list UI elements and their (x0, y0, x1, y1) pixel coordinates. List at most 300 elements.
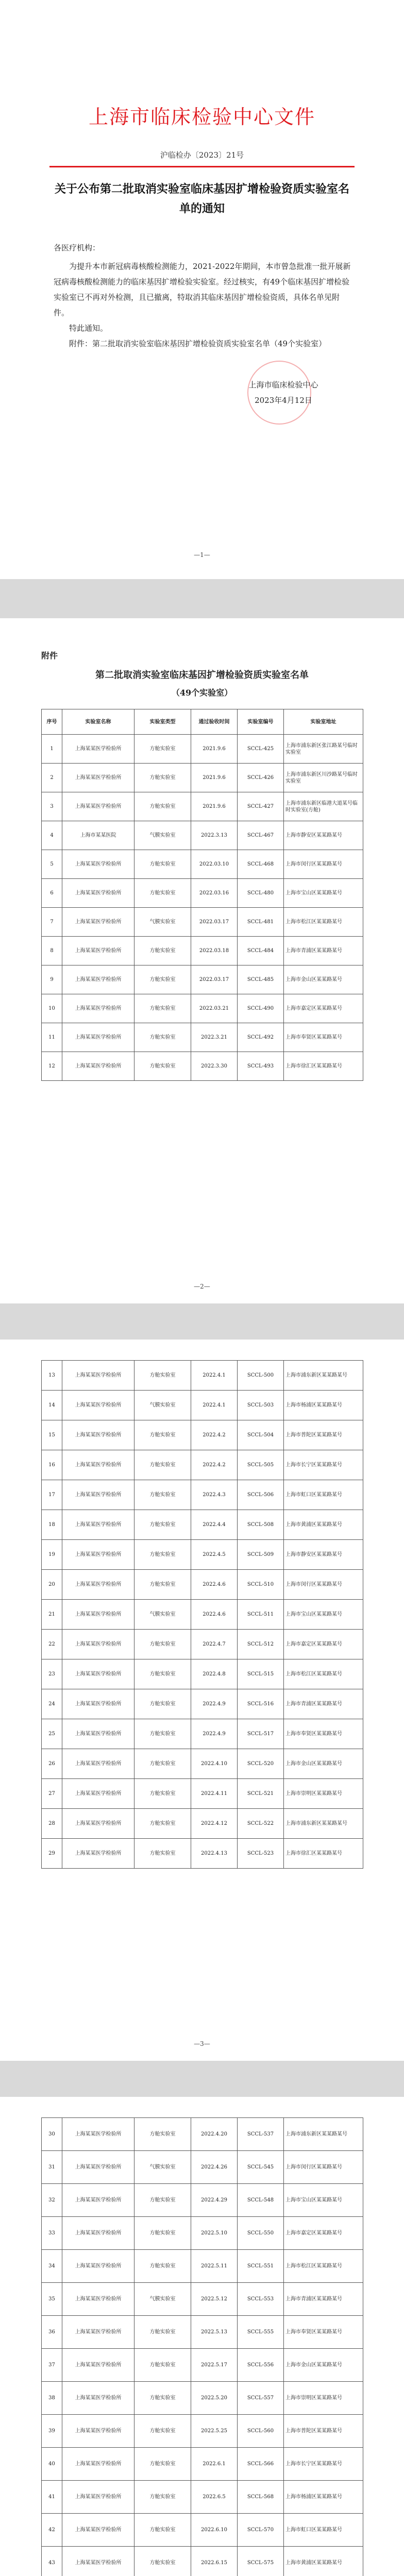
cell-accept-date: 2022.4.9 (191, 1689, 238, 1719)
cell-lab-type: 气膜实验室 (134, 1391, 191, 1420)
cell-lab-type: 方舱实验室 (134, 2448, 191, 2481)
cell-lab-name: 上海某某医学检验所 (62, 2415, 134, 2448)
cell-accept-date: 2022.5.12 (191, 2283, 238, 2316)
notice-title: 关于公布第二批取消实验室临床基因扩增检验资质实验室名单的通知 (54, 182, 349, 215)
cell-lab-type: 方舱实验室 (134, 2481, 191, 2514)
table-row (42, 1391, 363, 1420)
cell-lab-code: SCCL-500 (238, 1361, 284, 1391)
cell-accept-date: 2022.4.20 (191, 2118, 238, 2151)
table-row (42, 1749, 363, 1779)
cell-index: 8 (42, 937, 62, 965)
cell-lab-code: SCCL-570 (238, 2514, 284, 2547)
cell-lab-type: 方舱实验室 (134, 1510, 191, 1540)
cell-lab-code: SCCL-485 (238, 965, 284, 994)
cell-address: 上海市普陀区某某路某号 (284, 2415, 363, 2448)
table-row (42, 1540, 363, 1570)
cell-accept-date: 2022.03.18 (191, 937, 238, 965)
cell-index: 5 (42, 850, 62, 879)
table-row (42, 1570, 363, 1600)
cell-lab-code: SCCL-523 (238, 1839, 284, 1869)
cell-address: 上海市宝山区某某路某号 (284, 2184, 363, 2217)
col-header: 实验室类型 (134, 709, 191, 735)
cell-accept-date: 2022.5.20 (191, 2382, 238, 2415)
cell-lab-type: 方舱实验室 (134, 2184, 191, 2217)
cell-lab-name: 上海某某医学检验所 (62, 1510, 134, 1540)
table-row (42, 1023, 363, 1052)
document-number: 沪临检办〔2023〕21号 (160, 150, 244, 160)
signer: 上海市临床检验中心 (248, 380, 318, 389)
cell-index: 30 (42, 2118, 62, 2151)
table-row (42, 735, 363, 764)
paragraph: 特此通知。 (69, 324, 108, 333)
cell-accept-date: 2022.4.12 (191, 1809, 238, 1839)
cell-lab-code: SCCL-484 (238, 937, 284, 965)
cell-address: 上海市杨浦区某某路某号 (284, 2481, 363, 2514)
cell-accept-date: 2022.3.30 (191, 1052, 238, 1081)
cell-lab-type: 方舱实验室 (134, 2316, 191, 2349)
cell-accept-date: 2022.5.11 (191, 2250, 238, 2283)
cell-lab-type: 方舱实验室 (134, 879, 191, 908)
cell-lab-type: 气膜实验室 (134, 2283, 191, 2316)
cell-index: 2 (42, 764, 62, 792)
cell-lab-name: 上海某某医学检验所 (62, 2283, 134, 2316)
cell-lab-name: 上海某某医学检验所 (62, 937, 134, 965)
cell-index: 13 (42, 1361, 62, 1391)
cell-address: 上海市徐汇区某某路某号 (284, 1052, 363, 1081)
cell-lab-code: SCCL-537 (238, 2118, 284, 2151)
page-gap (0, 2061, 404, 2097)
table-row (42, 1361, 363, 1391)
cell-index: 3 (42, 792, 62, 821)
cell-lab-code: SCCL-545 (238, 2151, 284, 2184)
cell-lab-code: SCCL-509 (238, 1540, 284, 1570)
cell-address: 上海市金山区某某路某号 (284, 1749, 363, 1779)
cell-address: 上海市嘉定区某某路某号 (284, 1630, 363, 1659)
cell-accept-date: 2022.4.2 (191, 1420, 238, 1450)
cell-index: 43 (42, 2547, 62, 2576)
cell-lab-type: 方舱实验室 (134, 1779, 191, 1809)
cell-lab-type: 方舱实验室 (134, 2349, 191, 2382)
cell-index: 41 (42, 2481, 62, 2514)
cell-index: 9 (42, 965, 62, 994)
cell-address: 上海市虹口区某某路某号 (284, 2514, 363, 2547)
cell-lab-type: 方舱实验室 (134, 2547, 191, 2576)
cell-accept-date: 2022.03.17 (191, 908, 238, 937)
cell-lab-code: SCCL-553 (238, 2283, 284, 2316)
cell-accept-date: 2022.5.25 (191, 2415, 238, 2448)
table-row (42, 2151, 363, 2184)
cell-lab-name: 上海某某医学检验所 (62, 908, 134, 937)
notice-body (54, 259, 352, 351)
cell-address: 上海市崇明区某某路某号 (284, 1779, 363, 1809)
cell-lab-code: SCCL-556 (238, 2349, 284, 2382)
cell-lab-code: SCCL-427 (238, 792, 284, 821)
cell-index: 31 (42, 2151, 62, 2184)
cell-lab-type: 方舱实验室 (134, 2514, 191, 2547)
cell-accept-date: 2022.6.15 (191, 2547, 238, 2576)
cell-lab-code: SCCL-503 (238, 1391, 284, 1420)
cell-lab-name: 上海某某医学检验所 (62, 2316, 134, 2349)
cell-index: 17 (42, 1480, 62, 1510)
cell-lab-code: SCCL-510 (238, 1570, 284, 1600)
cell-accept-date: 2021.9.6 (191, 735, 238, 764)
cell-lab-name: 上海某某医学检验所 (62, 2349, 134, 2382)
cell-index: 36 (42, 2316, 62, 2349)
cell-lab-type: 方舱实验室 (134, 2250, 191, 2283)
table-row (42, 2250, 363, 2283)
table-row (42, 1510, 363, 1540)
cell-accept-date: 2022.5.13 (191, 2316, 238, 2349)
cell-accept-date: 2021.9.6 (191, 764, 238, 792)
cell-lab-name: 上海某某医学检验所 (62, 2184, 134, 2217)
cell-lab-code: SCCL-568 (238, 2481, 284, 2514)
cell-lab-name: 上海某某医学检验所 (62, 1540, 134, 1570)
cell-address: 上海市浦东新区某某路某号 (284, 1361, 363, 1391)
cell-address: 上海市宝山区某某路某号 (284, 1600, 363, 1630)
cell-lab-name: 上海某某医学检验所 (62, 1809, 134, 1839)
cell-lab-type: 方舱实验室 (134, 1809, 191, 1839)
table-row (42, 965, 363, 994)
cell-lab-code: SCCL-493 (238, 1052, 284, 1081)
attachment-label: 附件 (41, 651, 58, 660)
table-row (42, 792, 363, 821)
cell-lab-code: SCCL-517 (238, 1719, 284, 1749)
cell-lab-code: SCCL-560 (238, 2415, 284, 2448)
cell-index: 4 (42, 821, 62, 850)
col-header: 序号 (42, 709, 62, 735)
cell-index: 38 (42, 2382, 62, 2415)
cell-accept-date: 2022.5.17 (191, 2349, 238, 2382)
cell-accept-date: 2022.4.1 (191, 1391, 238, 1420)
table-row (42, 1600, 363, 1630)
cell-lab-name: 上海某某医学检验所 (62, 1779, 134, 1809)
cell-accept-date: 2022.03.16 (191, 879, 238, 908)
table-row (42, 2316, 363, 2349)
col-header: 实验室编号 (238, 709, 284, 735)
cell-address: 上海市青浦区某某路某号 (284, 2283, 363, 2316)
cell-lab-type: 气膜实验室 (134, 908, 191, 937)
table-row (42, 1659, 363, 1689)
cell-index: 29 (42, 1839, 62, 1869)
cell-lab-code: SCCL-551 (238, 2250, 284, 2283)
cell-lab-type: 方舱实验室 (134, 1659, 191, 1689)
cell-lab-type: 方舱实验室 (134, 1749, 191, 1779)
table-row (42, 2481, 363, 2514)
cell-accept-date: 2022.4.1 (191, 1361, 238, 1391)
table-row (42, 2118, 363, 2151)
cell-address: 上海市嘉定区某某路某号 (284, 994, 363, 1023)
cell-index: 34 (42, 2250, 62, 2283)
cell-index: 26 (42, 1749, 62, 1779)
page-number: —2— (194, 1283, 210, 1290)
table-row (42, 1809, 363, 1839)
cell-accept-date: 2022.03.17 (191, 965, 238, 994)
cell-lab-name: 上海某某医学检验所 (62, 1570, 134, 1600)
cell-accept-date: 2022.4.29 (191, 2184, 238, 2217)
cell-index: 27 (42, 1779, 62, 1809)
cell-lab-name: 上海某某医学检验所 (62, 2448, 134, 2481)
cell-lab-name: 上海某某医学检验所 (62, 2382, 134, 2415)
cell-index: 22 (42, 1630, 62, 1659)
cell-address: 上海市青浦区某某路某号 (284, 937, 363, 965)
cell-index: 12 (42, 1052, 62, 1081)
cell-index: 7 (42, 908, 62, 937)
cell-accept-date: 2022.4.8 (191, 1659, 238, 1689)
lab-table (41, 709, 363, 1081)
cell-address: 上海市浦东新区某某路某号 (284, 1809, 363, 1839)
cell-lab-name: 上海某某医学检验所 (62, 2547, 134, 2576)
table-row (42, 2448, 363, 2481)
cell-lab-name: 上海某某医学检验所 (62, 1630, 134, 1659)
cell-lab-name: 上海某某医学检验所 (62, 735, 134, 764)
cell-index: 42 (42, 2514, 62, 2547)
page-number: —3— (194, 2040, 210, 2047)
cell-lab-type: 气膜实验室 (134, 2151, 191, 2184)
cell-accept-date: 2022.03.10 (191, 850, 238, 879)
cell-lab-code: SCCL-467 (238, 821, 284, 850)
cell-lab-type: 方舱实验室 (134, 1361, 191, 1391)
table-row (42, 1779, 363, 1809)
cell-lab-name: 上海某某医学检验所 (62, 994, 134, 1023)
attachment-title: 第二批取消实验室临床基因扩增检验资质实验室名单 (95, 670, 309, 681)
cell-address: 上海市闵行区某某路某号 (284, 1570, 363, 1600)
cell-lab-name: 上海某某医学检验所 (62, 764, 134, 792)
cell-lab-code: SCCL-515 (238, 1659, 284, 1689)
cell-lab-name: 上海某某医学检验所 (62, 2217, 134, 2250)
cell-lab-type: 方舱实验室 (134, 1450, 191, 1480)
page-1 (0, 0, 404, 579)
col-header: 实验室地址 (284, 709, 363, 735)
cell-lab-code: SCCL-566 (238, 2448, 284, 2481)
cell-index: 28 (42, 1809, 62, 1839)
cell-lab-type: 方舱实验室 (134, 965, 191, 994)
cell-lab-code: SCCL-550 (238, 2217, 284, 2250)
cell-accept-date: 2022.03.21 (191, 994, 238, 1023)
cell-lab-name: 上海某某医学检验所 (62, 792, 134, 821)
cell-accept-date: 2022.4.10 (191, 1749, 238, 1779)
cell-lab-name: 上海某某医学检验所 (62, 2151, 134, 2184)
cell-accept-date: 2022.4.7 (191, 1630, 238, 1659)
page-4 (0, 2097, 404, 2576)
cell-accept-date: 2022.4.9 (191, 1719, 238, 1749)
col-header: 实验室名称 (62, 709, 134, 735)
cell-lab-code: SCCL-516 (238, 1689, 284, 1719)
cell-address: 上海市浦东新区某某路某号 (284, 2118, 363, 2151)
cell-lab-code: SCCL-506 (238, 1480, 284, 1510)
cell-accept-date: 2022.4.2 (191, 1450, 238, 1480)
cell-accept-date: 2022.6.10 (191, 2514, 238, 2547)
cell-lab-type: 方舱实验室 (134, 2118, 191, 2151)
issue-date: 2023年4月12日 (255, 396, 312, 405)
page-number: —1— (194, 551, 210, 558)
cell-lab-type: 方舱实验室 (134, 1570, 191, 1600)
cell-index: 21 (42, 1600, 62, 1630)
cell-address: 上海市宝山区某某路某号 (284, 879, 363, 908)
cell-lab-code: SCCL-511 (238, 1600, 284, 1630)
cell-lab-name: 上海某某医学检验所 (62, 1420, 134, 1450)
cell-accept-date: 2022.4.5 (191, 1540, 238, 1570)
cell-lab-code: SCCL-505 (238, 1450, 284, 1480)
cell-accept-date: 2022.4.26 (191, 2151, 238, 2184)
cell-index: 16 (42, 1450, 62, 1480)
paragraph: 为提升本市新冠病毒核酸检测能力，2021-2022年期间，本市曾急批准一批开展新冠病毒核酸检测能力的临床基因扩增检验实验室。经过核实，有49个临床基因扩增检验实验室已不再对外检测，且已撤离，特取消其临床基因扩增检验资质，具体名单见附件。 (54, 262, 351, 317)
cell-accept-date: 2022.6.5 (191, 2481, 238, 2514)
cell-lab-type: 方舱实验室 (134, 1420, 191, 1450)
table-row (42, 2514, 363, 2547)
cell-index: 23 (42, 1659, 62, 1689)
table-row (42, 879, 363, 908)
cell-address: 上海市松江区某某路某号 (284, 908, 363, 937)
cell-index: 20 (42, 1570, 62, 1600)
cell-lab-type: 方舱实验室 (134, 1839, 191, 1869)
cell-address: 上海市奉贤区某某路某号 (284, 2316, 363, 2349)
col-header: 通过验收时间 (191, 709, 238, 735)
cell-index: 10 (42, 994, 62, 1023)
page-gap (0, 1303, 404, 1340)
cell-lab-name: 上海某某医学检验所 (62, 1719, 134, 1749)
cell-lab-code: SCCL-492 (238, 1023, 284, 1052)
cell-lab-type: 方舱实验室 (134, 1023, 191, 1052)
cell-address: 上海市金山区某某路某号 (284, 2349, 363, 2382)
cell-lab-code: SCCL-426 (238, 764, 284, 792)
cell-lab-type: 方舱实验室 (134, 2382, 191, 2415)
table-row (42, 1630, 363, 1659)
cell-index: 15 (42, 1420, 62, 1450)
cell-lab-type: 方舱实验室 (134, 937, 191, 965)
cell-index: 24 (42, 1689, 62, 1719)
cell-lab-name: 上海某某医学检验所 (62, 1023, 134, 1052)
cell-lab-code: SCCL-521 (238, 1779, 284, 1809)
cell-lab-type: 方舱实验室 (134, 994, 191, 1023)
cell-lab-name: 上海某某医学检验所 (62, 1361, 134, 1391)
cell-lab-type: 方舱实验室 (134, 735, 191, 764)
table-row (42, 2217, 363, 2250)
cell-lab-type: 方舱实验室 (134, 1630, 191, 1659)
cell-lab-name: 上海某某医学检验所 (62, 1659, 134, 1689)
cell-lab-type: 方舱实验室 (134, 2415, 191, 2448)
table-row (42, 2349, 363, 2382)
cell-lab-type: 气膜实验室 (134, 821, 191, 850)
cell-lab-type: 方舱实验室 (134, 1540, 191, 1570)
cell-accept-date: 2022.4.13 (191, 1839, 238, 1869)
cell-accept-date: 2022.3.21 (191, 1023, 238, 1052)
cell-lab-code: SCCL-522 (238, 1809, 284, 1839)
cell-lab-name: 上海某某医学检验所 (62, 2250, 134, 2283)
table-row (42, 1450, 363, 1480)
cell-address: 上海市普陀区某某路某号 (284, 1420, 363, 1450)
cell-lab-type: 方舱实验室 (134, 764, 191, 792)
cell-lab-name: 上海某某医学检验所 (62, 2514, 134, 2547)
cell-lab-type: 方舱实验室 (134, 1480, 191, 1510)
cell-address: 上海市金山区某某路某号 (284, 965, 363, 994)
cell-accept-date: 2022.3.13 (191, 821, 238, 850)
cell-address: 上海市闵行区某某路某号 (284, 2151, 363, 2184)
page-3 (0, 1340, 404, 2061)
cell-lab-name: 上海某某医学检验所 (62, 1749, 134, 1779)
cell-address: 上海市奉贤区某某路某号 (284, 1023, 363, 1052)
cell-lab-code: SCCL-520 (238, 1749, 284, 1779)
table-row (42, 2382, 363, 2415)
cell-index: 37 (42, 2349, 62, 2382)
cell-accept-date: 2022.5.10 (191, 2217, 238, 2250)
cell-index: 33 (42, 2217, 62, 2250)
cell-address: 上海市松江区某某路某号 (284, 2250, 363, 2283)
table-row (42, 937, 363, 965)
cell-lab-name: 上海某某医学检验所 (62, 1689, 134, 1719)
cell-index: 1 (42, 735, 62, 764)
cell-lab-name: 上海某某医学检验所 (62, 1450, 134, 1480)
cell-lab-type: 方舱实验室 (134, 850, 191, 879)
table-row (42, 1480, 363, 1510)
cell-lab-name: 上海市某某医院 (62, 821, 134, 850)
cell-index: 11 (42, 1023, 62, 1052)
cell-address: 上海市青浦区某某路某号 (284, 1689, 363, 1719)
table-row (42, 1839, 363, 1869)
cell-address: 上海市黄浦区某某路某号 (284, 2547, 363, 2576)
cell-address: 上海市徐汇区某某路某号 (284, 1839, 363, 1869)
attachment-note: 附件：第二批取消实验室临床基因扩增检验资质实验室名单（49个实验室） (69, 339, 327, 348)
cell-lab-name: 上海某某医学检验所 (62, 1480, 134, 1510)
table-row (42, 2547, 363, 2576)
cell-lab-name: 上海某某医学检验所 (62, 850, 134, 879)
cell-lab-name: 上海某某医学检验所 (62, 879, 134, 908)
cell-index: 19 (42, 1540, 62, 1570)
cell-index: 39 (42, 2415, 62, 2448)
cell-address: 上海市嘉定区某某路某号 (284, 2217, 363, 2250)
cell-lab-type: 方舱实验室 (134, 1052, 191, 1081)
table-row (42, 1689, 363, 1719)
table-row (42, 2415, 363, 2448)
table-row (42, 994, 363, 1023)
cell-lab-code: SCCL-508 (238, 1510, 284, 1540)
table-row (42, 2184, 363, 2217)
cell-address: 上海市松江区某某路某号 (284, 1659, 363, 1689)
cell-lab-code: SCCL-575 (238, 2547, 284, 2576)
cell-index: 35 (42, 2283, 62, 2316)
cell-accept-date: 2022.4.6 (191, 1570, 238, 1600)
table-header-row (42, 709, 363, 735)
cell-lab-name: 上海某某医学检验所 (62, 1839, 134, 1869)
cell-accept-date: 2022.4.4 (191, 1510, 238, 1540)
table-row (42, 764, 363, 792)
cell-address: 上海市长宁区某某路某号 (284, 2448, 363, 2481)
cell-accept-date: 2021.9.6 (191, 792, 238, 821)
lab-table (41, 1360, 363, 1869)
cell-accept-date: 2022.4.11 (191, 1779, 238, 1809)
table-row (42, 1420, 363, 1450)
cell-lab-code: SCCL-480 (238, 879, 284, 908)
table-row (42, 1052, 363, 1081)
cell-lab-name: 上海某某医学检验所 (62, 1391, 134, 1420)
attachment-subtitle: （49个实验室） (171, 688, 233, 698)
cell-accept-date: 2022.4.6 (191, 1600, 238, 1630)
cell-index: 40 (42, 2448, 62, 2481)
cell-lab-code: SCCL-548 (238, 2184, 284, 2217)
red-divider (49, 166, 355, 167)
cell-address: 上海市静安区某某路某号 (284, 1540, 363, 1570)
lab-table (41, 2117, 363, 2576)
cell-lab-code: SCCL-557 (238, 2382, 284, 2415)
cell-address: 上海市浦东新区川沙路某号临时实验室 (284, 764, 363, 792)
cell-address: 上海市长宁区某某路某号 (284, 1450, 363, 1480)
cell-address: 上海市虹口区某某路某号 (284, 1480, 363, 1510)
cell-index: 25 (42, 1719, 62, 1749)
cell-lab-type: 气膜实验室 (134, 1600, 191, 1630)
cell-lab-name: 上海某某医学检验所 (62, 2118, 134, 2151)
cell-lab-type: 方舱实验室 (134, 2217, 191, 2250)
cell-address: 上海市静安区某某路某号 (284, 821, 363, 850)
table-row (42, 1719, 363, 1749)
